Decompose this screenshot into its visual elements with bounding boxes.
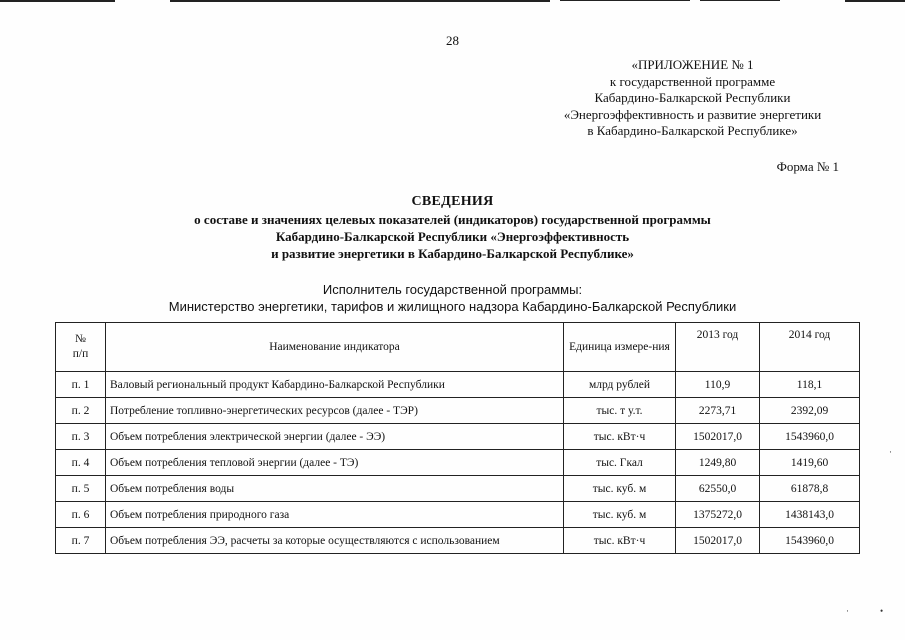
appendix-line: к государственной программе <box>609 73 776 89</box>
table-row <box>56 502 860 528</box>
appendix-line: «Энергоэффективность и развитие энергетики <box>563 106 822 122</box>
appendix-header <box>540 57 845 140</box>
value-2013: 110,9 <box>676 372 760 398</box>
value-2014: 61878,8 <box>760 476 860 502</box>
appendix-line: Кабардино-Балкарской Республики <box>594 90 791 105</box>
executor-block <box>0 281 905 315</box>
scan-speck: · <box>889 447 892 457</box>
column-header-number <box>56 323 106 372</box>
row-number: п. 6 <box>56 502 106 528</box>
indicator-name: Объем потребления ЭЭ, расчеты за которые осуществляются с использованием <box>106 528 564 554</box>
indicator-name: Объем потребления воды <box>106 476 564 502</box>
value-2014: 1543960,0 <box>760 424 860 450</box>
column-header-2013: 2013 год <box>676 323 760 372</box>
indicator-name: Объем потребления электрической энергии (далее - ЭЭ) <box>106 424 564 450</box>
indicator-unit: тыс. Гкал <box>564 450 676 476</box>
scan-artifact-line <box>845 0 905 2</box>
document-subtitle <box>0 211 905 262</box>
value-2013: 62550,0 <box>676 476 760 502</box>
subtitle-line: и развитие энергетики в Кабардино-Балкарской Республике» <box>271 246 634 261</box>
table-row <box>56 528 860 554</box>
indicator-unit: тыс. кВт·ч <box>564 424 676 450</box>
value-2014: 1543960,0 <box>760 528 860 554</box>
value-2014: 1419,60 <box>760 450 860 476</box>
table-row <box>56 398 860 424</box>
indicator-name: Потребление топливно-энергетических ресурсов (далее - ТЭР) <box>106 398 564 424</box>
table-header-row <box>56 323 860 372</box>
scan-artifact-line <box>170 0 550 2</box>
row-number: п. 5 <box>56 476 106 502</box>
scan-artifact-line <box>560 0 690 1</box>
indicators-table <box>55 322 860 554</box>
scan-speck: · <box>846 606 849 616</box>
indicator-unit: тыс. куб. м <box>564 502 676 528</box>
indicator-unit: тыс. т у.т. <box>564 398 676 424</box>
table-row <box>56 476 860 502</box>
row-number: п. 7 <box>56 528 106 554</box>
document-title: СВЕДЕНИЯ <box>411 194 494 209</box>
header-number-line: № <box>75 333 86 345</box>
appendix-line: «ПРИЛОЖЕНИЕ № 1 <box>631 57 754 72</box>
indicator-unit: тыс. кВт·ч <box>564 528 676 554</box>
row-number: п. 1 <box>56 372 106 398</box>
row-number: п. 2 <box>56 398 106 424</box>
value-2014: 1438143,0 <box>760 502 860 528</box>
header-number-line: п/п <box>72 348 89 360</box>
value-2013: 1502017,0 <box>676 528 760 554</box>
value-2013: 2273,71 <box>676 398 760 424</box>
indicator-name: Объем потребления природного газа <box>106 502 564 528</box>
row-number: п. 3 <box>56 424 106 450</box>
scan-speck: • <box>880 606 884 616</box>
page-number: 28 <box>446 33 459 48</box>
indicator-name: Валовый региональный продукт Кабардино-Балкарской Республики <box>106 372 564 398</box>
appendix-line: в Кабардино-Балкарской Республике» <box>587 123 798 138</box>
table-row <box>56 450 860 476</box>
column-header-unit: Единица измере-ния <box>564 323 676 372</box>
subtitle-line: о составе и значениях целевых показателей (индикаторов) государственной программы <box>194 212 711 227</box>
indicator-unit: млрд рублей <box>564 372 676 398</box>
executor-name: Министерство энергетики, тарифов и жилищного надзора Кабардино-Балкарской Республики <box>168 299 737 314</box>
value-2013: 1249,80 <box>676 450 760 476</box>
scan-artifact-line <box>700 0 780 1</box>
form-label: Форма № 1 <box>776 159 839 174</box>
value-2013: 1502017,0 <box>676 424 760 450</box>
value-2014: 2392,09 <box>760 398 860 424</box>
indicator-name: Объем потребления тепловой энергии (далее - ТЭ) <box>106 450 564 476</box>
subtitle-line: Кабардино-Балкарской Республики «Энергоэффективность <box>275 229 630 244</box>
indicator-unit: тыс. куб. м <box>564 476 676 502</box>
column-header-indicator-name: Наименование индикатора <box>106 323 564 372</box>
table-row <box>56 424 860 450</box>
column-header-2014: 2014 год <box>760 323 860 372</box>
value-2014: 118,1 <box>760 372 860 398</box>
table-row <box>56 372 860 398</box>
value-2013: 1375272,0 <box>676 502 760 528</box>
executor-label: Исполнитель государственной программы: <box>322 282 583 297</box>
row-number: п. 4 <box>56 450 106 476</box>
scan-artifact-line <box>0 0 115 2</box>
